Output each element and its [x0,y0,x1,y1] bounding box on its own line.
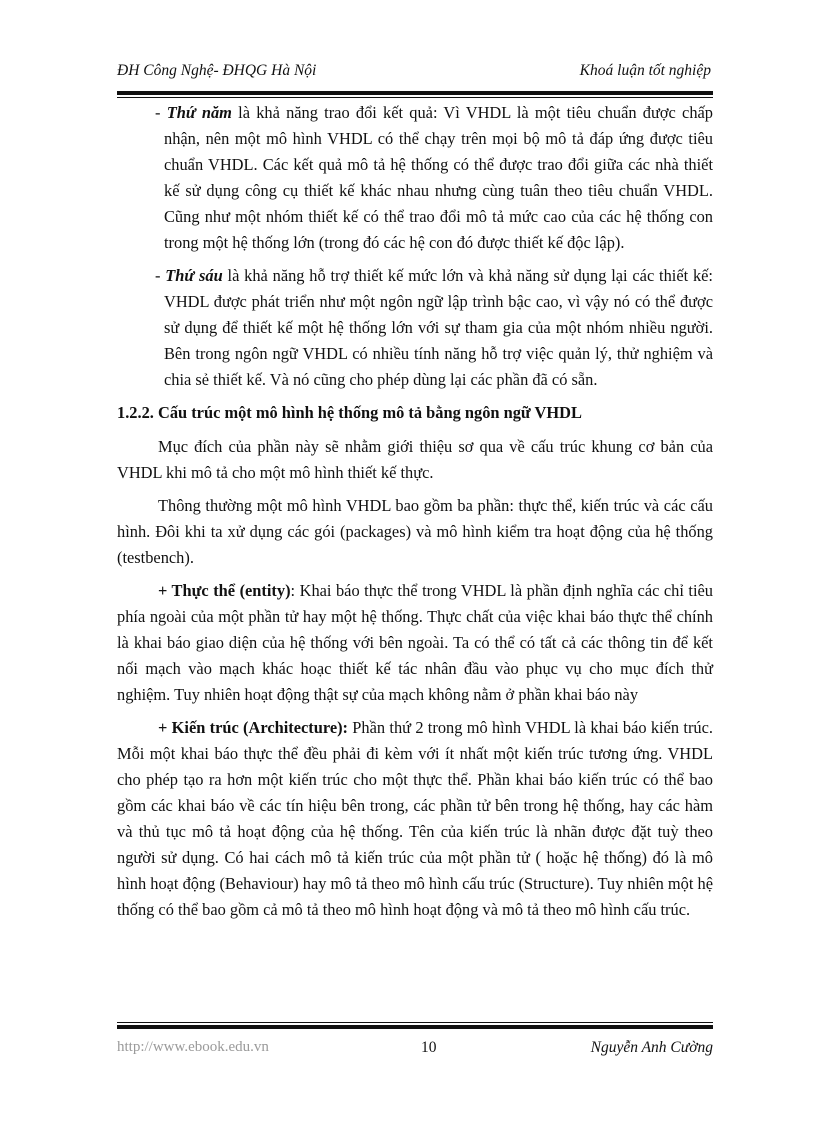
page-body [117,100,713,930]
architecture-text: Phần thứ 2 trong mô hình VHDL là khai báo kiến trúc. Mỗi một khai báo thực thể đều phải đi kèm với ít nhất một kiến trúc tương ứng. VHDL cho phép tạo ra hơn một kiến trúc cho một thực thể. Phần khai báo kiến trúc có thể bao gồm các khai báo về các tín hiệu bên trong, các phần tử bên trong hệ thống, hay các hàm và thủ tục mô tả hoạt động của hệ thống. Tên của kiến trúc là nhãn được đặt tuỳ theo người sử dụng. Có hai cách mô tả kiến trúc của một phần tử ( hoặc hệ thống) đó là mô hình hoạt động (Behaviour) hay mô tả theo mô hình cấu trúc (Structure). Tuy nhiên một hệ thống có thể bao gồm cả mô tả theo mô hình hoạt động và mô tả theo mô hình cấu trúc. [117,718,713,919]
bullet-lead: Thứ sáu [165,266,223,285]
footer-author: Nguyễn Anh Cường [590,1039,713,1056]
footer-url[interactable]: http://www.ebook.edu.vn [117,1039,269,1055]
section-heading: 1.2.2. Cấu trúc một mô hình hệ thống mô tả bằng ngôn ngữ VHDL [117,403,582,422]
header-institution: ĐH Công Nghệ- ĐHQG Hà Nội [117,62,317,79]
architecture-lead: + Kiến trúc (Architecture): [158,718,349,737]
bullet-text: là khả năng trao đổi kết quả: Vì VHDL là một tiêu chuẩn được chấp nhận, nên một mô hình VHDL có thể chạy trên mọi bộ mô tả đáp ứng được tiêu chuẩn VHDL. Các kết quả mô tả hệ thống có thể được trao đổi giữa các nhà thiết kế sử dụng công cụ thiết kế khác nhau nhưng cùng tuân theo tiêu chuẩn VHDL. Cũng như một nhóm thiết kế có thể trao đổi mô tả mức cao của các hệ thống con trong một hệ thống lớn (trong đó các hệ con đó được thiết kế độc lập). [164,103,713,252]
paragraph: Mục đích của phần này sẽ nhằm giới thiệu sơ qua về cấu trúc khung cơ bản của VHDL khi mô tả cho một mô hình thiết kế thực. [117,437,713,482]
header-rule [117,91,713,95]
entity-text: : Khai báo thực thể trong VHDL là phần định nghĩa các chỉ tiêu phía ngoài của một phần tử hay một hệ thống. Thực chất của việc khai báo thực thể chính là khai báo giao diện của hệ thống với bên ngoài. Ta có thể có tất cả các thông tin để kết nối mạch vào mạch khác hoạc thiết kế tác nhân đầu vào phục vụ cho mục đích thử nghiệm. Tuy nhiên hoạt động thật sự của mạch không nằm ở phần khai báo này [117,581,713,704]
header-document-type: Khoá luận tốt nghiệp [579,62,711,79]
footer-rule [117,1022,713,1023]
paragraph-architecture [117,715,713,923]
entity-lead: + Thực thể (entity) [158,581,291,600]
bullet-text: là khả năng hỗ trợ thiết kế mức lớn và khả năng sử dụng lại các thiết kế: VHDL được phát triển như một ngôn ngữ lập trình bậc cao, vì vậy nó có thể được sử dụng để thiết kế một hệ thống lớn với sự tham gia của một nhóm nhiều người. Bên trong ngôn ngữ VHDL có nhiều tính năng hỗ trợ việc quản lý, thử nghiệm và chia sẻ thiết kế. Và nó cũng cho phép dùng lại các phần đã có sẵn. [164,266,713,389]
bullet-item: - Thứ năm là khả năng trao đổi kết quả: Vì VHDL là một tiêu chuẩn được chấp nhận, nên một mô hình VHDL có thể chạy trên mọi bộ mô tả đáp ứng được tiêu chuẩn VHDL. Các kết quả mô tả hệ thống có thể được trao đổi giữa các nhà thiết kế sử dụng công cụ thiết kế khác nhau nhưng cùng tuân theo tiêu chuẩn VHDL. Cũng như một nhóm thiết kế có thể trao đổi mô tả mức cao của các hệ thống con trong một hệ thống lớn (trong đó các hệ con đó được thiết kế độc lập). [155,103,713,252]
bullet-item: - Thứ sáu là khả năng hỗ trợ thiết kế mức lớn và khả năng sử dụng lại các thiết kế: VHDL được phát triển như một ngôn ngữ lập trình bậc cao, vì vậy nó có thể được sử dụng để thiết kế một hệ thống lớn với sự tham gia của một nhóm nhiều người. Bên trong ngôn ngữ VHDL có nhiều tính năng hỗ trợ việc quản lý, thử nghiệm và chia sẻ thiết kế. Và nó cũng cho phép dùng lại các phần đã có sẵn. [155,266,713,389]
page-number: 10 [421,1039,437,1056]
bullet-lead: Thứ năm [166,103,232,122]
paragraph-entity [117,578,713,708]
paragraph: Thông thường một mô hình VHDL bao gồm ba phần: thực thể, kiến trúc và các cấu hình. Đôi khi ta xử dụng các gói (packages) và mô hình kiểm tra hoạt động của hệ thống (testbench). [117,496,713,567]
